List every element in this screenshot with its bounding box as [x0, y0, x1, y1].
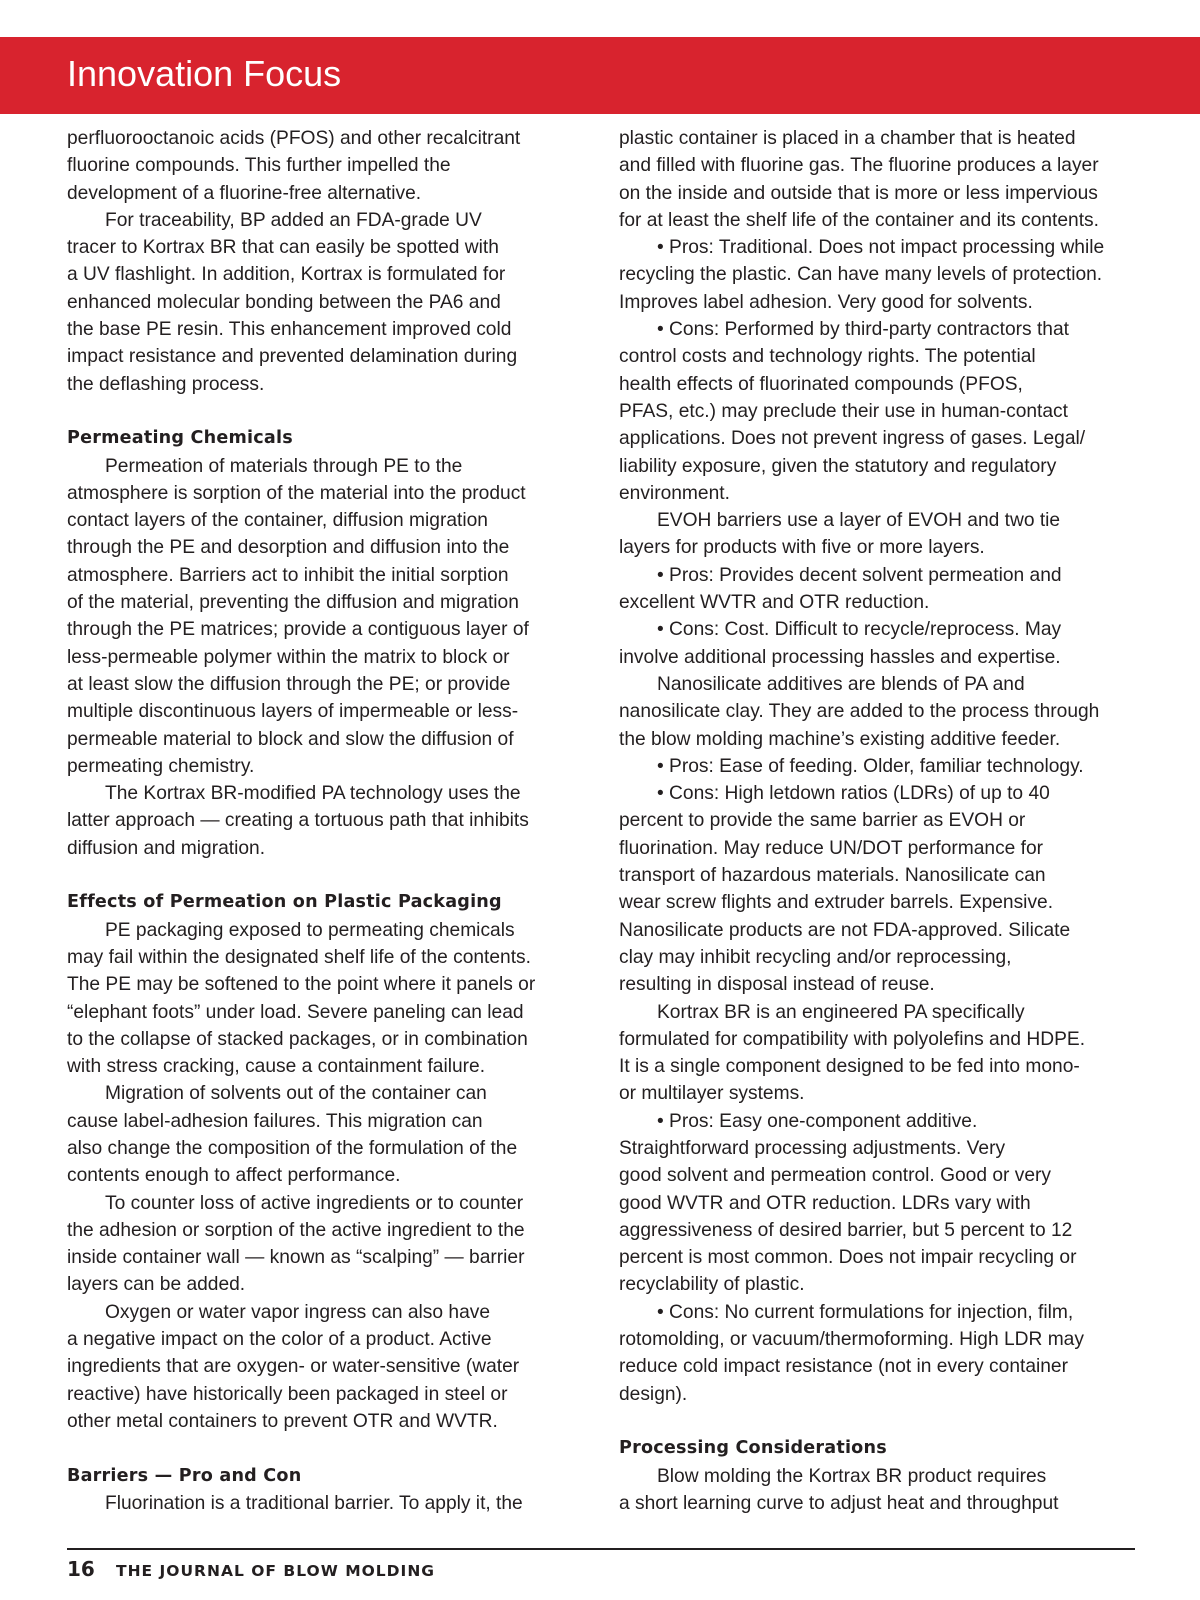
body-text-line: good WVTR and OTR reduction. LDRs vary with — [619, 1192, 1031, 1214]
body-text-line: • Pros: Traditional. Does not impact processing while — [657, 237, 1105, 259]
body-text-line: with stress cracking, cause a containment failure. — [67, 1056, 486, 1078]
body-text-line: For traceability, BP added an FDA-grade UV — [105, 209, 482, 231]
body-text-line: the deflashing process. — [67, 373, 265, 395]
body-text-line: • Cons: Performed by third-party contractors that — [657, 319, 1069, 341]
body-text-line: fluorination. May reduce UN/DOT performance for — [619, 837, 1044, 859]
body-text-line: the blow molding machine’s existing additive feeder. — [619, 728, 1061, 750]
body-text-line: Permeation of materials through PE to the — [105, 455, 463, 477]
body-text-line: on the inside and outside that is more or less impervious — [619, 182, 1098, 204]
body-text-line: fluorine compounds. This further impelled the — [67, 155, 451, 177]
body-text-line: clay may inhibit recycling and/or reprocessing, — [619, 946, 1012, 968]
body-text-line: contact layers of the container, diffusion migration — [67, 510, 488, 532]
body-text-line: also change the composition of the formulation of the — [67, 1137, 518, 1159]
body-text-line: latter approach — creating a tortuous path that inhibits — [67, 810, 529, 832]
body-text-line: percent is most common. Does not impair recycling or — [619, 1247, 1077, 1269]
body-text-line: may fail within the designated shelf life of the contents. — [67, 946, 531, 968]
body-text-line: environment. — [619, 482, 730, 504]
body-text-line: It is a single component designed to be fed into mono- — [619, 1056, 1080, 1078]
body-text-line: for at least the shelf life of the container and its contents. — [619, 209, 1099, 231]
right-column — [619, 125, 1139, 1517]
body-text-line: reactive) have historically been packaged in steel or — [67, 1383, 508, 1405]
body-text-line: less-permeable polymer within the matrix to block or — [67, 646, 510, 668]
body-text-line: Nanosilicate additives are blends of PA and — [657, 673, 1025, 695]
body-text-line: layers for products with five or more layers. — [619, 537, 985, 559]
body-text-line: atmosphere. Barriers act to inhibit the initial sorption — [67, 564, 509, 586]
body-text-line: percent to provide the same barrier as EVOH or — [619, 810, 1026, 832]
body-text-line: the base PE resin. This enhancement improved cold — [67, 319, 512, 341]
body-text-line: PE packaging exposed to permeating chemicals — [105, 919, 515, 941]
body-text-line: enhanced molecular bonding between the PA6 and — [67, 291, 501, 313]
body-text-line: • Pros: Easy one-component additive. — [657, 1110, 978, 1132]
body-text-line: liability exposure, given the statutory and regulatory — [619, 455, 1057, 477]
paragraph-gap — [67, 398, 577, 425]
body-text-line: a short learning curve to adjust heat and throughput — [619, 1492, 1059, 1514]
body-text-line: contents enough to affect performance. — [67, 1165, 401, 1187]
body-text-line: The PE may be softened to the point where it panels or — [67, 974, 536, 996]
body-text-line: • Pros: Ease of feeding. Older, familiar technology. — [657, 755, 1084, 777]
body-text-line: formulated for compatibility with polyolefins and HDPE. — [619, 1028, 1086, 1050]
body-text-line: plastic container is placed in a chamber that is heated — [619, 128, 1076, 149]
body-text-line: to the collapse of stacked packages, or in combination — [67, 1028, 528, 1050]
section-title: Innovation Focus — [67, 53, 342, 94]
body-text-line: PFAS, etc.) may preclude their use in human-contact — [619, 400, 1068, 422]
body-text-line: Kortrax BR is an engineered PA specifically — [657, 1001, 1025, 1023]
body-text-line: through the PE matrices; provide a contiguous layer of — [67, 619, 529, 641]
body-text-line: diffusion and migration. — [67, 837, 266, 859]
body-text-line: Fluorination is a traditional barrier. To apply it, the — [105, 1492, 523, 1514]
body-text-line: • Pros: Provides decent solvent permeation and — [657, 564, 1062, 586]
section-heading: Barriers — Pro and Con — [67, 1465, 302, 1486]
left-column — [67, 125, 577, 1517]
body-text-line: or multilayer systems. — [619, 1083, 805, 1105]
body-text-line: other metal containers to prevent OTR and WVTR. — [67, 1410, 498, 1432]
body-text-line: transport of hazardous materials. Nanosilicate can — [619, 865, 1046, 887]
body-text-line: involve additional processing hassles and expertise. — [619, 646, 1061, 668]
body-text-line: • Cons: Cost. Difficult to recycle/reprocess. May — [657, 619, 1062, 641]
body-text-line: of the material, preventing the diffusion and migration — [67, 592, 519, 614]
body-text-line: multiple discontinuous layers of impermeable or less- — [67, 701, 519, 723]
body-text-line: • Cons: High letdown ratios (LDRs) of up to 40 — [657, 783, 1050, 805]
body-text-line: Improves label adhesion. Very good for solvents. — [619, 291, 1033, 313]
body-text-line: “elephant foots” under load. Severe paneling can lead — [67, 1001, 524, 1023]
body-text-line: the adhesion or sorption of the active ingredient to the — [67, 1219, 525, 1241]
body-text-line: Nanosilicate products are not FDA-approved. Silicate — [619, 919, 1071, 941]
body-text-line: permeating chemistry. — [67, 755, 255, 777]
body-text-line: design). — [619, 1383, 688, 1405]
body-text-line: The Kortrax BR-modified PA technology uses the — [105, 783, 521, 805]
body-text-line: tracer to Kortrax BR that can easily be spotted with — [67, 237, 499, 259]
body-text-line: cause label-adhesion failures. This migration can — [67, 1110, 483, 1132]
body-text-line: control costs and technology rights. The potential — [619, 346, 1036, 368]
body-text-line: layers can be added. — [67, 1274, 246, 1296]
paragraph-gap — [67, 1435, 577, 1462]
body-text-line: Straightforward processing adjustments. Very — [619, 1137, 1006, 1159]
body-text-line: inside container wall — known as “scalping” — barrier — [67, 1247, 525, 1269]
section-heading: Processing Considerations — [619, 1438, 887, 1459]
body-text-line: health effects of fluorinated compounds (PFOS, — [619, 373, 1023, 395]
body-text-line: at least slow the diffusion through the PE; or provide — [67, 673, 511, 695]
body-text-line: atmosphere is sorption of the material into the product — [67, 482, 526, 504]
body-text-line: excellent WVTR and OTR reduction. — [619, 592, 930, 614]
body-text-line: a UV flashlight. In addition, Kortrax is formulated for — [67, 264, 506, 286]
page-number: 16 — [67, 1557, 95, 1581]
footer-rule — [67, 1548, 1135, 1550]
body-text-line: rotomolding, or vacuum/thermoforming. High LDR may — [619, 1329, 1084, 1351]
body-text-line: development of a fluorine-free alternative. — [67, 182, 422, 204]
body-text-line: reduce cold impact resistance (not in every container — [619, 1356, 1068, 1378]
paragraph-gap — [619, 1408, 1139, 1435]
body-text-line: permeable material to block and slow the diffusion of — [67, 728, 514, 750]
paragraph-gap — [67, 862, 577, 889]
body-text-line: Migration of solvents out of the container can — [105, 1083, 487, 1105]
body-text-line: ingredients that are oxygen- or water-sensitive (water — [67, 1356, 520, 1378]
body-text-line: impact resistance and prevented delamination during — [67, 346, 518, 368]
body-text-line: applications. Does not prevent ingress of gases. Legal/ — [619, 428, 1086, 450]
body-text-line: a negative impact on the color of a product. Active — [67, 1329, 492, 1351]
body-text-line: perfluorooctanoic acids (PFOS) and other recalcitrant — [67, 128, 521, 149]
body-text-line: recycling the plastic. Can have many levels of protection. — [619, 264, 1103, 286]
body-text-line: resulting in disposal instead of reuse. — [619, 974, 935, 996]
section-heading: Effects of Permeation on Plastic Packaging — [67, 892, 502, 913]
body-text-line: good solvent and permeation control. Good or very — [619, 1165, 1051, 1187]
section-heading: Permeating Chemicals — [67, 428, 293, 449]
body-text-line: Oxygen or water vapor ingress can also have — [105, 1301, 491, 1323]
publication-name: THE JOURNAL OF BLOW MOLDING — [116, 1562, 436, 1580]
body-text-line: Blow molding the Kortrax BR product requires — [657, 1465, 1047, 1487]
body-text-line: recyclability of plastic. — [619, 1274, 805, 1296]
body-text-line: through the PE and desorption and diffusion into the — [67, 537, 510, 559]
body-text-line: EVOH barriers use a layer of EVOH and two tie — [657, 510, 1061, 532]
body-text-line: and filled with fluorine gas. The fluorine produces a layer — [619, 155, 1099, 177]
body-text-line: wear screw flights and extruder barrels. Expensive. — [619, 892, 1054, 914]
body-text-line: nanosilicate clay. They are added to the process through — [619, 701, 1100, 723]
body-text-line: aggressiveness of desired barrier, but 5 percent to 12 — [619, 1219, 1073, 1241]
body-text-line: To counter loss of active ingredients or to counter — [105, 1192, 524, 1214]
body-text-line: • Cons: No current formulations for injection, film, — [657, 1301, 1074, 1323]
